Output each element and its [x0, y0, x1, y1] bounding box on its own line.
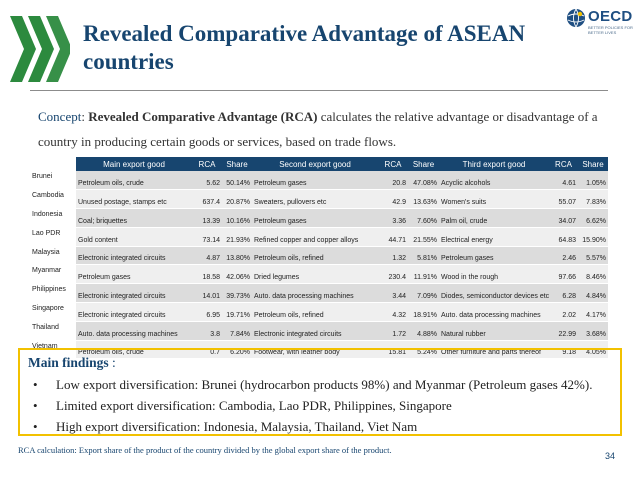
findings-title-suffix: : — [108, 355, 116, 370]
table-cell: 34.07 — [549, 209, 578, 228]
rca-footnote: RCA calculation: Export share of the product of the country divided by the global export share of the product. — [18, 445, 392, 455]
table-row — [30, 227, 608, 246]
table-cell: 64.83 — [549, 227, 578, 246]
table-cell: 47.08% — [408, 171, 439, 190]
table-cell: 4.05% — [578, 340, 608, 359]
table-cell: Petroleum gases — [252, 171, 378, 190]
table-cell: 4.32 — [378, 303, 408, 322]
table-cell: Natural rubber — [439, 321, 549, 340]
table-cell: 6.95 — [192, 303, 222, 322]
table-cell: Women's suits — [439, 190, 549, 209]
country-name: Myanmar — [30, 265, 76, 284]
table-cell: 8.46% — [578, 265, 608, 284]
findings-list — [28, 374, 612, 437]
oecd-logo-text: OECD — [588, 8, 633, 25]
table-cell: Gold content — [76, 227, 192, 246]
table-cell: 44.71 — [378, 227, 408, 246]
header-blank — [30, 157, 76, 171]
table-cell: 5.62 — [192, 171, 222, 190]
country-name: Malaysia — [30, 246, 76, 265]
table-cell: Other furniture and parts thereof — [439, 340, 549, 359]
table-cell: 7.60% — [408, 209, 439, 228]
table-cell: 21.93% — [222, 227, 252, 246]
table-cell: 3.8 — [192, 321, 222, 340]
oecd-globe-icon — [566, 8, 586, 28]
table-cell: Petroleum gases — [76, 265, 192, 284]
table-cell: 3.68% — [578, 321, 608, 340]
table-cell: Electronic integrated circuits — [76, 284, 192, 303]
country-name: Vietnam — [30, 340, 76, 359]
table-cell: Sweaters, pullovers etc — [252, 190, 378, 209]
header-rca-1: RCA — [192, 157, 222, 171]
table-cell: Electronic integrated circuits — [76, 246, 192, 265]
country-name: Cambodia — [30, 190, 76, 209]
header-rca-3: RCA — [549, 157, 578, 171]
table-cell: 73.14 — [192, 227, 222, 246]
findings-title — [28, 354, 612, 371]
table-cell: Refined copper and copper alloys — [252, 227, 378, 246]
table-cell: 6.20% — [222, 340, 252, 359]
table-cell: Dried legumes — [252, 265, 378, 284]
header-share-1: Share — [222, 157, 252, 171]
table-cell: 7.84% — [222, 321, 252, 340]
table-cell: 6.28 — [549, 284, 578, 303]
table-row — [30, 284, 608, 303]
page-number: 34 — [605, 451, 616, 461]
table-header-row — [30, 157, 608, 171]
table-cell: 7.83% — [578, 190, 608, 209]
table-row — [30, 246, 608, 265]
table-cell: 3.36 — [378, 209, 408, 228]
table-cell: Wood in the rough — [439, 265, 549, 284]
table-cell: 3.44 — [378, 284, 408, 303]
table-cell: 14.01 — [192, 284, 222, 303]
main-findings-box — [18, 348, 622, 436]
table-cell: 55.07 — [549, 190, 578, 209]
table-cell: Petroleum oils, crude — [76, 340, 192, 359]
table-cell: 20.8 — [378, 171, 408, 190]
table-cell: Petroleum gases — [439, 246, 549, 265]
table-cell: 1.72 — [378, 321, 408, 340]
rca-table — [30, 157, 608, 359]
table-cell: 15.81 — [378, 340, 408, 359]
table-cell: 39.73% — [222, 284, 252, 303]
table-cell: 10.16% — [222, 209, 252, 228]
table-cell: 4.87 — [192, 246, 222, 265]
table-cell: 4.17% — [578, 303, 608, 322]
country-name: Lao PDR — [30, 227, 76, 246]
table-row — [30, 190, 608, 209]
table-cell: Auto. data processing machines — [439, 303, 549, 322]
table-cell: 13.39 — [192, 209, 222, 228]
table-cell: 4.84% — [578, 284, 608, 303]
table-cell: 13.80% — [222, 246, 252, 265]
table-cell: Unused postage, stamps etc — [76, 190, 192, 209]
country-name: Brunei — [30, 171, 76, 190]
oecd-tagline: BETTER POLICIES FOR BETTER LIVES — [588, 25, 633, 35]
table-cell: Palm oil, crude — [439, 209, 549, 228]
concept-label: Concept — [38, 109, 82, 124]
finding-item: • Limited export diversification: Cambodia, Lao PDR, Philippines, Singapore — [28, 395, 612, 416]
table-cell: 230.4 — [378, 265, 408, 284]
concept-term: Revealed Comparative Advantage (RCA) — [88, 109, 318, 124]
table-cell: 1.05% — [578, 171, 608, 190]
header-share-2: Share — [408, 157, 439, 171]
header-third-export: Third export good — [439, 157, 549, 171]
table-cell: 1.32 — [378, 246, 408, 265]
table-cell: 18.58 — [192, 265, 222, 284]
table-row — [30, 209, 608, 228]
table-cell: Electronic integrated circuits — [76, 303, 192, 322]
table-cell: Petroleum oils, refined — [252, 246, 378, 265]
table-cell: Petroleum oils, crude — [76, 171, 192, 190]
table-cell: Footwear, with leather body — [252, 340, 378, 359]
table-cell: 22.99 — [549, 321, 578, 340]
title-divider — [30, 90, 608, 91]
table-cell: Auto. data processing machines — [252, 284, 378, 303]
country-name: Thailand — [30, 321, 76, 340]
table-cell: 13.63% — [408, 190, 439, 209]
table-cell: 4.88% — [408, 321, 439, 340]
table-cell: Acyclic alcohols — [439, 171, 549, 190]
table-cell: 2.02 — [549, 303, 578, 322]
header-second-export: Second export good — [252, 157, 378, 171]
table-cell: Auto. data processing machines — [76, 321, 192, 340]
green-bars-logo — [6, 14, 70, 84]
table-cell: 21.55% — [408, 227, 439, 246]
table-cell: Electrical energy — [439, 227, 549, 246]
table-row — [30, 321, 608, 340]
table-cell: 19.71% — [222, 303, 252, 322]
page-title: Revealed Comparative Advantage of ASEAN countries — [83, 21, 526, 74]
table-cell: Electronic integrated circuits — [252, 321, 378, 340]
country-name: Philippines — [30, 284, 76, 303]
table-cell: Petroleum oils, refined — [252, 303, 378, 322]
table-cell: 7.09% — [408, 284, 439, 303]
table-cell: 42.06% — [222, 265, 252, 284]
table-cell: 4.61 — [549, 171, 578, 190]
table-cell: 42.9 — [378, 190, 408, 209]
country-name: Indonesia — [30, 209, 76, 228]
table-cell: 0.7 — [192, 340, 222, 359]
table-cell: 9.18 — [549, 340, 578, 359]
table-cell: 5.57% — [578, 246, 608, 265]
table-cell: Petroleum gases — [252, 209, 378, 228]
table-cell: Diodes, semiconductor devices etc — [439, 284, 549, 303]
table-cell: 20.87% — [222, 190, 252, 209]
table-cell: 637.4 — [192, 190, 222, 209]
header-main-export: Main export good — [76, 157, 192, 171]
table-cell: 2.46 — [549, 246, 578, 265]
finding-item: • High export diversification: Indonesia, Malaysia, Thailand, Viet Nam — [28, 416, 612, 437]
table-cell: Coal; briquettes — [76, 209, 192, 228]
table-cell: 50.14% — [222, 171, 252, 190]
table-row — [30, 303, 608, 322]
table-row — [30, 171, 608, 190]
table-cell: 5.81% — [408, 246, 439, 265]
finding-item: • Low export diversification: Brunei (hydrocarbon products 98%) and Myanmar (Petroleum gases 42%). — [28, 374, 612, 395]
table-row — [30, 265, 608, 284]
header-share-3: Share — [578, 157, 608, 171]
table-cell: 15.90% — [578, 227, 608, 246]
table-cell: 97.66 — [549, 265, 578, 284]
table-cell: 11.91% — [408, 265, 439, 284]
concept-paragraph: Concept: Revealed Comparative Advantage (RCA) calculates the relative advantage or disadvantage of a country in producing certain goods or services, based on trade flows. — [38, 109, 598, 149]
concept-text: calculates the relative advantage or disadvantage of a country in producing certain goods or services, based on trade flows. — [38, 109, 598, 149]
table-cell: 6.62% — [578, 209, 608, 228]
findings-title-text: Main findings — [28, 355, 109, 370]
header-rca-2: RCA — [378, 157, 408, 171]
table-cell: 18.91% — [408, 303, 439, 322]
country-name: Singapore — [30, 303, 76, 322]
table-cell: 5.24% — [408, 340, 439, 359]
